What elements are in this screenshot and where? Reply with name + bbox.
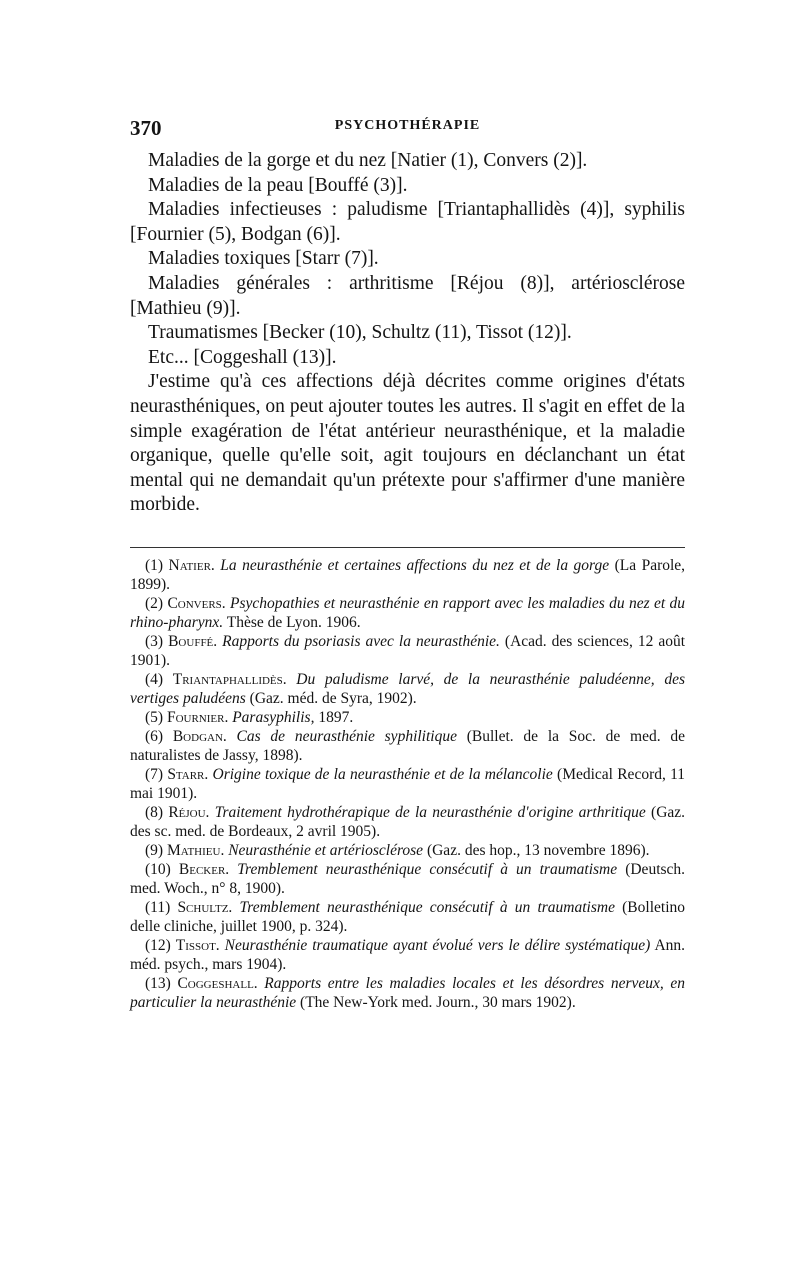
paragraph-trauma: Traumatismes [Becker (10), Schultz (11), Tissot (12)]. — [148, 322, 572, 344]
footnote-2 — [130, 594, 685, 632]
footnote-12 — [130, 936, 685, 974]
footnote-author: Starr. — [167, 766, 209, 783]
footnote-source: 1897. — [318, 709, 354, 726]
footnote-number: (1) — [145, 557, 164, 574]
footnote-source: (La Parole, 1899). — [130, 557, 686, 593]
footnote-source: (Medical Record, 11 mai 1901). — [130, 766, 686, 802]
footnote-7 — [130, 765, 685, 803]
footnote-author: Bodgan. — [172, 728, 227, 745]
paragraph-toxic: Maladies toxiques [Starr (7)]. — [148, 248, 379, 270]
footnote-source: (Deutsch. med. Woch., n° 8, 1900). — [130, 861, 686, 897]
footnote-number: (2) — [145, 595, 164, 612]
footnote-number: (12) — [145, 937, 171, 954]
paragraph-skin: Maladies de la peau [Bouffé (3)]. — [148, 174, 408, 196]
footnote-title: Rapports entre les maladies locales et les désordres nerveux, en particulier la neurasthénie — [130, 975, 686, 1011]
footnote-13 — [130, 974, 685, 1012]
footnote-author: Coggeshall. — [177, 975, 258, 992]
footnote-number: (3) — [145, 633, 164, 650]
footnote-3 — [130, 632, 685, 670]
footnote-11 — [130, 898, 685, 936]
footnote-8 — [130, 803, 685, 841]
footnote-number: (6) — [145, 728, 164, 745]
footnote-source: Ann. méd. psych., mars 1904). — [130, 937, 686, 973]
footnote-source: (The New-York med. Journ., 30 mars 1902). — [300, 994, 576, 1011]
footnote-number: (8) — [145, 804, 164, 821]
footnote-title: Du paludisme larvé, de la neurasthénie paludéenne, des vertiges paludéens — [130, 671, 685, 707]
footnote-9 — [130, 841, 685, 860]
footnote-5 — [130, 708, 685, 727]
footnote-number: (10) — [145, 861, 171, 878]
footnote-title: Neurasthénie traumatique ayant évolué vers le délire systématique) — [224, 937, 651, 954]
footnote-title: Parasyphilis, — [232, 709, 315, 726]
footnote-title: Traitement hydrothérapique de la neurasthénie d'origine arthritique — [214, 804, 646, 821]
footnote-divider — [130, 547, 685, 548]
footnote-number: (9) — [145, 842, 164, 859]
footnote-title: La neurasthénie et certaines affections du nez et de la gorge — [220, 557, 610, 574]
footnote-author: Natier. — [168, 557, 215, 574]
footnote-source: (Gaz. des hop., 13 novembre 1896). — [426, 842, 650, 859]
footnote-1 — [130, 556, 685, 594]
footnote-title: Psychopathies et neurasthénie en rapport avec les maladies du nez et du rhino-pharynx. — [130, 595, 686, 631]
footnote-title: Cas de neurasthénie syphilitique — [236, 728, 457, 745]
footnote-source: (Acad. des sciences, 12 août 1901). — [130, 633, 686, 669]
footnote-source: (Gaz. méd. de Syra, 1902). — [249, 690, 417, 707]
footnote-title: Rapports du psoriasis avec la neurasthénie. — [222, 633, 500, 650]
paragraph-etc: Etc... [Coggeshall (13)]. — [148, 346, 337, 368]
footnote-author: Mathieu. — [166, 842, 225, 859]
running-title: PSYCHOTHÉRAPIE — [334, 118, 481, 133]
footnote-title: Neurasthénie et artériosclérose — [228, 842, 424, 859]
footnote-4 — [130, 670, 685, 708]
paragraph-general: Maladies générales : arthritisme [Réjou (8)], artériosclérose [Mathieu (9)]. — [130, 272, 685, 319]
footnote-author: Schultz. — [177, 899, 233, 916]
page-number: 370 — [130, 116, 162, 140]
footnote-title: Tremblement neurasthénique consécutif à un traumatisme — [237, 861, 618, 878]
main-text — [130, 149, 685, 518]
paragraph-throat-nose: Maladies de la gorge et du nez [Natier (1), Convers (2)]. — [148, 150, 588, 171]
footnote-author: Becker. — [178, 861, 230, 878]
footnote-number: (5) — [145, 709, 164, 726]
footnote-number: (11) — [145, 899, 171, 916]
footnote-title: Tremblement neurasthénique consécutif à un traumatisme — [239, 899, 615, 916]
footnote-title: Origine toxique de la neurasthénie et de la mélancolie — [212, 766, 553, 783]
footnote-source: (Bolletino delle cliniche, juillet 1900, p. 324). — [130, 899, 685, 935]
footnote-source: (Gaz. des sc. med. de Bordeaux, 2 avril 1905). — [130, 804, 686, 840]
footnote-number: (13) — [145, 975, 171, 992]
footnote-number: (4) — [145, 671, 164, 688]
footnote-author: Convers. — [167, 595, 226, 612]
footnote-author: Bouffé. — [168, 633, 218, 650]
paragraph-conclusion: J'estime qu'à ces affections déjà décrites comme origines d'états neurasthéniques, on peut ajouter toutes les autres. Il s'agit en effet de la simple exagération de l'état antérieur neurasthénique, et la maladie organique, quelle qu'elle soit, agit toujours en déclanchant un état mental qui ne demandait qu'un prétexte pour s'affirmer d'une manière morbide. — [130, 371, 685, 516]
paragraph-infectious: Maladies infectieuses : paludisme [Triantaphallidès (4)], syphilis [Fournier (5), Bodgan (6)]. — [130, 199, 685, 245]
footnote-author: Fournier. — [166, 709, 229, 726]
footnote-6 — [130, 727, 685, 765]
footnote-10 — [130, 860, 685, 898]
footnote-author: Tissot. — [175, 937, 220, 954]
footnote-source: (Bullet. de la Soc. de med. de naturalistes de Jassy, 1898). — [130, 728, 686, 764]
footnote-author: Réjou. — [168, 804, 210, 821]
footnote-author: Triantaphallidès. — [172, 671, 287, 688]
page-header — [130, 116, 685, 140]
footnote-number: (7) — [145, 766, 164, 783]
footnotes — [130, 556, 685, 1012]
footnote-source: Thèse de Lyon. 1906. — [226, 614, 361, 631]
